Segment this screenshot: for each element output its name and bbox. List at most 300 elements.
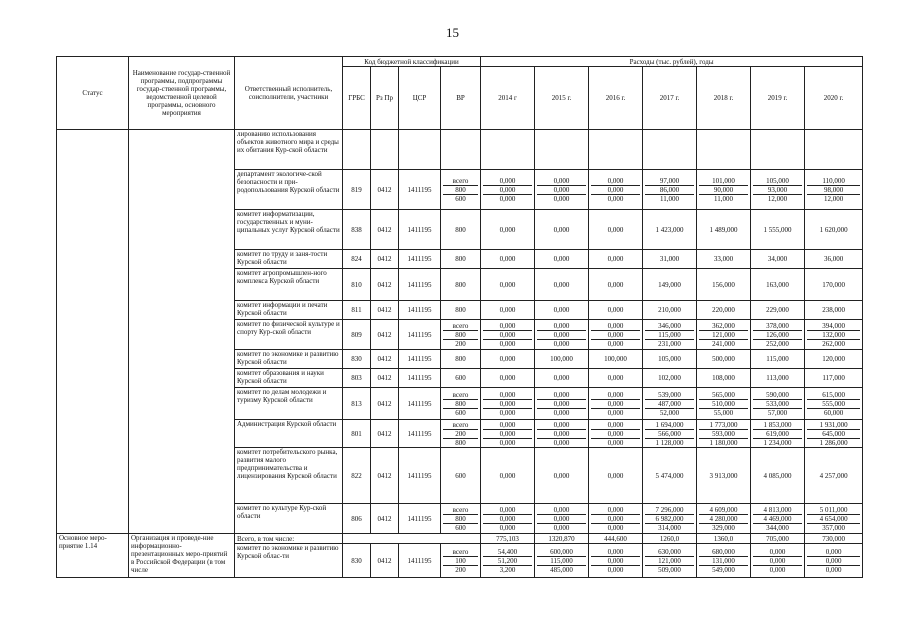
value-cell-line: 555,000 <box>807 399 860 408</box>
header-year: 2015 г. <box>535 67 589 130</box>
value-cell <box>589 130 643 170</box>
value-cell-line: 600,000 <box>550 547 573 556</box>
vr-cell: 800 <box>441 269 481 301</box>
header-status: Статус <box>57 57 129 130</box>
value-cell: 4 257,000 <box>805 448 863 504</box>
value-cell: 0,000 <box>589 301 643 320</box>
value-cell-line: 12,000 <box>807 194 860 203</box>
value-cell-line: 0,000 <box>553 420 570 429</box>
grbs-cell: 824 <box>343 250 371 269</box>
value-cell: 170,000 <box>805 269 863 301</box>
header-expenses: Расходы (тыс. рублей), годы <box>481 57 863 67</box>
value-cell-line: 0,000 <box>607 547 624 556</box>
table-row <box>57 130 863 170</box>
rzpr-cell: 0412 <box>371 170 399 210</box>
value-cell: 0,000 <box>535 269 589 301</box>
value-cell: 0,000 <box>535 210 589 250</box>
responsible-cell: комитет по физической культуре и спорту Кур-ской области <box>235 320 343 350</box>
value-cell-line: 630,000 <box>658 547 681 556</box>
value-cell: 36,000 <box>805 250 863 269</box>
value-cell-line: 0,000 <box>591 339 640 348</box>
value-cell <box>697 170 751 210</box>
value-cell-line: 60,000 <box>807 408 860 417</box>
value-cell-line: 0,000 <box>825 547 842 556</box>
grbs-cell: 811 <box>343 301 371 320</box>
grbs-cell: 819 <box>343 170 371 210</box>
responsible-cell: комитет информации и печати Курской области <box>235 301 343 320</box>
vr-cell-line: 100 <box>443 556 478 565</box>
rzpr-cell: 0412 <box>371 369 399 388</box>
value-cell: 120,000 <box>805 350 863 369</box>
value-cell: 149,000 <box>643 269 697 301</box>
value-cell <box>481 130 535 170</box>
status-cell <box>57 130 129 534</box>
value-cell-line: 346,000 <box>658 321 681 330</box>
value-cell-line: 0,000 <box>537 514 586 523</box>
csr-cell: 1411195 <box>399 301 441 320</box>
header-rzpr: Рз Пр <box>371 67 399 130</box>
table-row <box>57 534 863 544</box>
vr-cell-line: всего <box>452 390 469 399</box>
value-cell <box>805 544 863 578</box>
vr-cell-line: 600 <box>443 408 478 417</box>
value-cell-line: 0,000 <box>483 438 532 447</box>
vr-cell <box>441 544 481 578</box>
value-cell <box>697 388 751 420</box>
value-cell-line: 0,000 <box>591 399 640 408</box>
total-value-cell: 1360,0 <box>697 534 751 544</box>
value-cell <box>697 544 751 578</box>
rzpr-cell: 0412 <box>371 350 399 369</box>
responsible-cell: комитет по экономике и развитию Курской облас-ти <box>235 544 343 578</box>
vr-cell: 800 <box>441 350 481 369</box>
budget-table <box>56 56 863 578</box>
rzpr-cell: 0412 <box>371 250 399 269</box>
value-cell <box>589 388 643 420</box>
value-cell: 117,000 <box>805 369 863 388</box>
value-cell: 102,000 <box>643 369 697 388</box>
value-cell <box>697 420 751 448</box>
value-cell-line: 0,000 <box>591 185 640 194</box>
responsible-cell: департамент экологиче-ской безопасности и при-родопользования Курской области <box>235 170 343 210</box>
value-cell: 4 085,000 <box>751 448 805 504</box>
grbs-cell: 830 <box>343 350 371 369</box>
rzpr-cell: 0412 <box>371 388 399 420</box>
responsible-cell: комитет по экономике и развитию Курской области <box>235 350 343 369</box>
value-cell-line: 0,000 <box>499 505 516 514</box>
value-cell: 1 489,000 <box>697 210 751 250</box>
value-cell-line: 566,000 <box>645 429 694 438</box>
value-cell-line: 1 773,000 <box>709 420 738 429</box>
value-cell <box>589 544 643 578</box>
value-cell: 238,000 <box>805 301 863 320</box>
value-cell-line: 0,000 <box>537 429 586 438</box>
value-cell-line: 1 286,000 <box>807 438 860 447</box>
vr-cell <box>441 420 481 448</box>
value-cell-line: 262,000 <box>807 339 860 348</box>
value-cell <box>535 388 589 420</box>
value-cell-line: 0,000 <box>537 339 586 348</box>
value-cell-line: 0,000 <box>591 438 640 447</box>
value-cell-line: 0,000 <box>553 505 570 514</box>
value-cell <box>805 170 863 210</box>
value-cell: 156,000 <box>697 269 751 301</box>
csr-cell <box>399 130 441 170</box>
value-cell-line: 57,000 <box>753 408 802 417</box>
value-cell-line: 121,000 <box>645 556 694 565</box>
header-vr: ВР <box>441 67 481 130</box>
value-cell-line: 105,000 <box>766 176 789 185</box>
value-cell-line: 0,000 <box>537 408 586 417</box>
value-cell-line: 4 469,000 <box>753 514 802 523</box>
vr-cell: 800 <box>441 301 481 320</box>
value-cell <box>697 130 751 170</box>
vr-cell-line: всего <box>452 505 469 514</box>
value-cell: 113,000 <box>751 369 805 388</box>
header-program-name: Наименование государ-ственной программы, подпрограммы государ-ственной программы, ведомственной целевой программы, основного мероприятия <box>129 57 235 130</box>
value-cell: 229,000 <box>751 301 805 320</box>
value-cell: 500,000 <box>697 350 751 369</box>
value-cell <box>643 320 697 350</box>
value-cell <box>481 320 535 350</box>
value-cell-line: 0,000 <box>607 390 624 399</box>
value-cell: 0,000 <box>589 250 643 269</box>
header-year: 2017 г. <box>643 67 697 130</box>
value-cell <box>751 544 805 578</box>
value-cell: 5 474,000 <box>643 448 697 504</box>
grbs-cell <box>343 130 371 170</box>
value-cell-line: 101,000 <box>712 176 735 185</box>
value-cell-line: 0,000 <box>769 547 786 556</box>
value-cell-line: 1 180,000 <box>699 438 748 447</box>
value-cell-line: 98,000 <box>807 185 860 194</box>
value-cell <box>805 420 863 448</box>
value-cell <box>535 544 589 578</box>
value-cell-line: 0,000 <box>483 429 532 438</box>
value-cell-line: 115,000 <box>537 556 586 565</box>
value-cell-line: 55,000 <box>699 408 748 417</box>
header-responsible: Ответственный исполнитель, соисполнители, участники <box>235 57 343 130</box>
value-cell: 220,000 <box>697 301 751 320</box>
value-cell-line: 1 234,000 <box>753 438 802 447</box>
grbs-cell: 813 <box>343 388 371 420</box>
vr-cell-line: 800 <box>443 185 478 194</box>
page-number: 15 <box>446 25 459 40</box>
value-cell <box>481 170 535 210</box>
value-cell: 100,000 <box>535 350 589 369</box>
value-cell-line: 314,000 <box>645 523 694 532</box>
value-cell-line: 615,000 <box>822 390 845 399</box>
value-cell-line: 11,000 <box>699 194 748 203</box>
rzpr-cell <box>371 130 399 170</box>
csr-cell: 1411195 <box>399 210 441 250</box>
value-cell: 0,000 <box>535 250 589 269</box>
value-cell <box>697 320 751 350</box>
vr-cell: 800 <box>441 210 481 250</box>
rzpr-cell: 0412 <box>371 210 399 250</box>
value-cell-line: 0,000 <box>499 390 516 399</box>
value-cell <box>643 170 697 210</box>
value-cell: 1 620,000 <box>805 210 863 250</box>
csr-cell: 1411195 <box>399 504 441 534</box>
vr-cell <box>441 388 481 420</box>
value-cell-line: 0,000 <box>591 514 640 523</box>
value-cell: 115,000 <box>751 350 805 369</box>
value-cell-line: 645,000 <box>807 429 860 438</box>
value-cell <box>751 170 805 210</box>
value-cell: 1 555,000 <box>751 210 805 250</box>
value-cell-line: 0,000 <box>807 565 860 574</box>
value-cell-line: 0,000 <box>483 330 532 339</box>
vr-cell: 600 <box>441 448 481 504</box>
value-cell-line: 0,000 <box>753 556 802 565</box>
header-budget-code: Код бюджетной классификации <box>343 57 481 67</box>
value-cell <box>643 504 697 534</box>
total-value-cell: 1320,870 <box>535 534 589 544</box>
value-cell-line: 394,000 <box>822 321 845 330</box>
value-cell-line: 0,000 <box>537 194 586 203</box>
vr-cell: 800 <box>441 250 481 269</box>
value-cell: 0,000 <box>481 269 535 301</box>
value-cell-line: 4 280,000 <box>699 514 748 523</box>
program-name-cell <box>129 130 235 534</box>
vr-cell <box>441 504 481 534</box>
value-cell: 0,000 <box>535 369 589 388</box>
value-cell-line: 4 609,000 <box>709 505 738 514</box>
value-cell <box>643 544 697 578</box>
value-cell <box>751 130 805 170</box>
value-cell: 210,000 <box>643 301 697 320</box>
responsible-cell: комитет потребительского рынка, развития малого предпринимательства и лицензирования Курской области <box>235 448 343 504</box>
value-cell-line: 0,000 <box>483 514 532 523</box>
value-cell <box>805 504 863 534</box>
vr-cell-line: 200 <box>443 339 478 348</box>
value-cell <box>805 320 863 350</box>
value-cell-line: 86,000 <box>645 185 694 194</box>
value-cell-line: 539,000 <box>658 390 681 399</box>
value-cell-line: 1 853,000 <box>763 420 792 429</box>
vr-cell-line: 200 <box>443 565 478 574</box>
value-cell-line: 131,000 <box>699 556 748 565</box>
value-cell <box>481 420 535 448</box>
value-cell-line: 241,000 <box>699 339 748 348</box>
value-cell-line: 0,000 <box>499 420 516 429</box>
value-cell-line: 0,000 <box>483 399 532 408</box>
rzpr-cell: 0412 <box>371 544 399 578</box>
value-cell <box>751 420 805 448</box>
value-cell: 33,000 <box>697 250 751 269</box>
total-label-cell: Всего, в том числе: <box>235 534 343 544</box>
value-cell-line: 132,000 <box>807 330 860 339</box>
value-cell <box>643 388 697 420</box>
csr-cell: 1411195 <box>399 269 441 301</box>
value-cell-line: 619,000 <box>753 429 802 438</box>
vr-cell-line: 800 <box>443 399 478 408</box>
vr-cell-line: 800 <box>443 330 478 339</box>
value-cell-line: 549,000 <box>699 565 748 574</box>
value-cell-line: 0,000 <box>607 505 624 514</box>
value-cell-line: 362,000 <box>712 321 735 330</box>
grbs-cell: 803 <box>343 369 371 388</box>
vr-cell-line: всего <box>452 420 469 429</box>
total-value-cell: 444,600 <box>589 534 643 544</box>
grbs-cell: 822 <box>343 448 371 504</box>
value-cell-line: 3,200 <box>483 565 532 574</box>
value-cell-line: 7 296,000 <box>655 505 684 514</box>
rzpr-cell: 0412 <box>371 448 399 504</box>
value-cell-line: 0,000 <box>591 194 640 203</box>
rzpr-cell: 0412 <box>371 301 399 320</box>
value-cell-line: 1 694,000 <box>655 420 684 429</box>
responsible-cell: комитет образования и науки Курской области <box>235 369 343 388</box>
value-cell-line: 378,000 <box>766 321 789 330</box>
csr-cell: 1411195 <box>399 350 441 369</box>
value-cell <box>643 130 697 170</box>
vr-cell-line: 600 <box>443 523 478 532</box>
csr-cell: 1411195 <box>399 369 441 388</box>
value-cell-line: 533,000 <box>753 399 802 408</box>
total-value-cell: 730,000 <box>805 534 863 544</box>
value-cell <box>697 504 751 534</box>
value-cell-line: 0,000 <box>607 176 624 185</box>
responsible-cell: комитет по делам молодежи и туризму Курской области <box>235 388 343 420</box>
vr-cell: 600 <box>441 369 481 388</box>
value-cell-line: 0,000 <box>553 390 570 399</box>
value-cell: 0,000 <box>481 448 535 504</box>
value-cell-line: 12,000 <box>753 194 802 203</box>
csr-cell: 1411195 <box>399 320 441 350</box>
value-cell-line: 0,000 <box>499 321 516 330</box>
value-cell: 0,000 <box>481 210 535 250</box>
vr-cell <box>441 320 481 350</box>
value-cell <box>589 320 643 350</box>
value-cell-line: 0,000 <box>607 420 624 429</box>
value-cell-line: 4 654,000 <box>807 514 860 523</box>
vr-cell-line: всего <box>452 547 469 556</box>
value-cell-line: 0,000 <box>483 523 532 532</box>
value-cell-line: 4 813,000 <box>763 505 792 514</box>
value-cell <box>589 504 643 534</box>
value-cell-line: 487,000 <box>645 399 694 408</box>
value-cell-line: 126,000 <box>753 330 802 339</box>
value-cell-line: 680,000 <box>712 547 735 556</box>
value-cell-line: 0,000 <box>607 321 624 330</box>
value-cell-line: 344,000 <box>753 523 802 532</box>
header-grbs: ГРБС <box>343 67 371 130</box>
value-cell-line: 0,000 <box>753 565 802 574</box>
responsible-cell: лированию использования объектов животного мира и среды их обитания Кур-ской области <box>235 130 343 170</box>
value-cell: 0,000 <box>535 301 589 320</box>
header-year: 2014 г <box>481 67 535 130</box>
value-cell-line: 252,000 <box>753 339 802 348</box>
value-cell: 0,000 <box>589 369 643 388</box>
rzpr-cell: 0412 <box>371 269 399 301</box>
csr-cell: 1411195 <box>399 250 441 269</box>
value-cell-line: 121,000 <box>699 330 748 339</box>
value-cell-line: 0,000 <box>483 185 532 194</box>
value-cell-line: 0,000 <box>591 565 640 574</box>
responsible-cell: комитет по культуре Кур-ской области <box>235 504 343 534</box>
value-cell-line: 1 128,000 <box>645 438 694 447</box>
value-cell-line: 0,000 <box>537 330 586 339</box>
value-cell <box>535 504 589 534</box>
grbs-cell: 830 <box>343 544 371 578</box>
value-cell <box>751 504 805 534</box>
value-cell <box>643 420 697 448</box>
value-cell-line: 0,000 <box>537 438 586 447</box>
total-value-cell: 705,000 <box>751 534 805 544</box>
value-cell-line: 509,000 <box>645 565 694 574</box>
value-cell <box>535 320 589 350</box>
event-name-cell: Организация и проведе-ние информационно-презентационных меро-приятий в Российской Федерации (в том числе <box>129 534 235 578</box>
value-cell-line: 0,000 <box>591 556 640 565</box>
value-cell <box>481 388 535 420</box>
value-cell-line: 0,000 <box>591 429 640 438</box>
csr-cell: 1411195 <box>399 170 441 210</box>
vr-cell <box>441 170 481 210</box>
value-cell-line: 0,000 <box>553 176 570 185</box>
value-cell-line: 97,000 <box>659 176 680 185</box>
value-cell-line: 6 982,000 <box>645 514 694 523</box>
value-cell <box>535 420 589 448</box>
value-cell-line: 485,000 <box>537 565 586 574</box>
value-cell-line: 1 931,000 <box>819 420 848 429</box>
value-cell: 0,000 <box>589 448 643 504</box>
vr-cell <box>441 130 481 170</box>
value-cell: 0,000 <box>481 350 535 369</box>
value-cell <box>481 544 535 578</box>
value-cell-line: 0,000 <box>553 321 570 330</box>
value-cell-line: 93,000 <box>753 185 802 194</box>
rzpr-cell: 0412 <box>371 320 399 350</box>
grbs-cell: 809 <box>343 320 371 350</box>
value-cell: 3 913,000 <box>697 448 751 504</box>
total-code-cell <box>343 534 481 544</box>
value-cell <box>589 170 643 210</box>
responsible-cell: комитет агропромышлен-ного комплекса Курской области <box>235 269 343 301</box>
value-cell-line: 0,000 <box>537 399 586 408</box>
header-year: 2020 г. <box>805 67 863 130</box>
value-cell: 0,000 <box>589 210 643 250</box>
value-cell <box>805 388 863 420</box>
grbs-cell: 810 <box>343 269 371 301</box>
value-cell-line: 5 011,000 <box>819 505 848 514</box>
total-value-cell: 1260,0 <box>643 534 697 544</box>
total-value-cell: 775,103 <box>481 534 535 544</box>
value-cell-line: 0,000 <box>591 330 640 339</box>
value-cell-line: 11,000 <box>645 194 694 203</box>
value-cell: 108,000 <box>697 369 751 388</box>
vr-cell-line: 600 <box>443 194 478 203</box>
value-cell <box>751 320 805 350</box>
value-cell-line: 357,000 <box>807 523 860 532</box>
value-cell-line: 565,000 <box>712 390 735 399</box>
value-cell-line: 51,200 <box>483 556 532 565</box>
grbs-cell: 801 <box>343 420 371 448</box>
value-cell-line: 510,000 <box>699 399 748 408</box>
rzpr-cell: 0412 <box>371 504 399 534</box>
value-cell-line: 54,400 <box>497 547 518 556</box>
header-year: 2019 г. <box>751 67 805 130</box>
value-cell: 163,000 <box>751 269 805 301</box>
responsible-cell: комитет по труду и заня-тости Курской области <box>235 250 343 269</box>
value-cell-line: 110,000 <box>822 176 845 185</box>
value-cell-line: 0,000 <box>537 185 586 194</box>
vr-cell-line: 800 <box>443 438 478 447</box>
value-cell: 100,000 <box>589 350 643 369</box>
grbs-cell: 806 <box>343 504 371 534</box>
vr-cell-line: всего <box>452 176 469 185</box>
